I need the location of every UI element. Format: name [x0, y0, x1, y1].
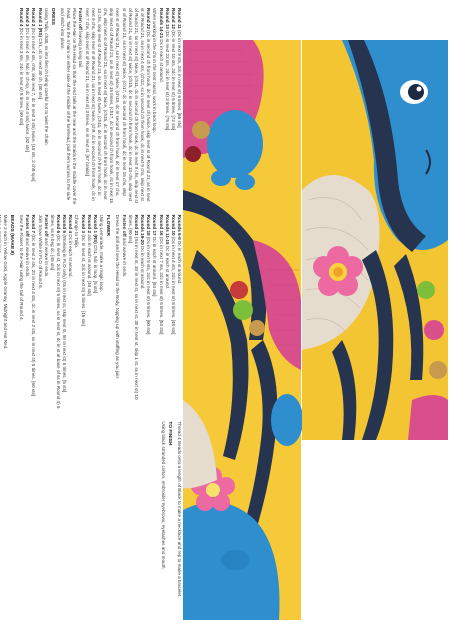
instruction-text: Join Snow White in FLO of Round 6.: [37, 214, 43, 289]
round-label: Round 6: [56, 214, 62, 234]
instruction-text: (Working in FLO only) (Ss in next st, skip next st, 5tr in next st) 5 times. [5 sts]: [62, 233, 68, 393]
round-label: Fasten off: [121, 214, 127, 237]
instruction-text: Make 2 each in Yellow Gold, Apple Granny, Midnight and Hot Red.: [2, 214, 8, 350]
instruction-text: (Dc in second ch from hook, dc in next ch) twice, skip next st of Round 21, ss in next st of Round 21, ss in next 4 sts, (ch12, sc in second ch from hook, dc in next 9 chs, skip next st of Round 21, ss in next st) twice, (ch11, dc in second ch from hook, dc in next 9 chs, skip next st of Round 21, ss in next st) twice, (ch15, dc in second ch from hook, dc in next 13 chs, skip next st of Round 21, ss in next st) twice, (ch17, dc in second ch from hook, dc in next 15 chs, skip next st of Round 21, ss in next st) twice, (ch19, dc in second ch from hook, dc in next 17 chs, skip next st of Round 21, ss in next st) 15 times, (ch17, dc in second ch from hook, dc in next 15 chs, skip next st of Round 21, ss in next st) twice, (ch15, dc in second ch from hook, dc in next 13 chs, skip next st of Round 21, ss in next st) twice, (ch11, dc in second ch from hook, dc in next 9 chs, skip next st of Round 21, ss in next st) twice, (ch9, dc in second ch from hook, dc in next 7 chs, skip next st of Round 21, ss in next st) 3 times, ss in next st. [67 braids]: [84, 8, 152, 204]
pattern-round: [164, 8, 170, 205]
pattern-column-2: [2, 214, 182, 412]
instruction-text: 2dc in each st around. [10 sts]: [86, 233, 92, 296]
instruction-text: (Dc in next 2 sts, 2tr in next 4 sts, dc in next 2 sts, ss in next st) 5 times. [60 sts]: [31, 233, 37, 396]
section-heading: FLOWER: [105, 214, 111, 236]
round-label: Rounds 11-15: [164, 214, 170, 245]
pattern-round: [36, 8, 42, 205]
instruction-text: When working in the chs in the next round, work in back loop.: [152, 8, 158, 133]
pattern-text: [176, 421, 182, 618]
round-label: Round 12: [170, 8, 176, 29]
instruction-text: (Dc in next 23 sts, 2dc in next st) 3 times. [75 sts]: [164, 28, 170, 131]
pattern-text: [120, 215, 126, 412]
instruction-text: Using Lemonade, make a magic loop.: [99, 214, 105, 292]
pattern-round: [157, 8, 163, 205]
instruction-text: (Dc in next 4 sts, 8dc in ch-sp, dc in next 4 sts) twice. [32 sts]: [25, 26, 31, 152]
instruction-text: (Dc in next st, 2dc in next st) 5 times. [15 sts]: [80, 233, 86, 326]
instruction-text: (Dc in next 3 sts, 2dc in next st) 8 times. [40 sts]: [19, 26, 25, 126]
instruction-text: (Dc in next 7 sts, 2dc in next st) 6 times. [54 sts]: [158, 235, 164, 335]
section-heading: TO FINISH: [166, 421, 172, 446]
instruction-text: and weave in ends.: [43, 236, 49, 278]
round-label: Rounds 5-9: [177, 214, 182, 240]
pattern-round: [18, 8, 24, 205]
pattern-text: [43, 215, 49, 412]
instruction-text: Place the Hair on the Head so that the end tails at the rear and the braids in the middle cover the head. Take the 4 hairs on either side of the middle of the forehead, pull them across to the side and stitch into place.: [60, 8, 78, 205]
pattern-round: [30, 8, 36, 205]
pattern-round: [157, 215, 163, 412]
instruction-text: Ch1, 5dc in loop. [5 sts]: [92, 243, 98, 294]
round-label: Rounds 19-20: [140, 214, 146, 245]
round-label: Round 10: [170, 214, 176, 236]
pattern-round: [30, 215, 36, 412]
pattern-round: [86, 215, 92, 412]
round-label: Round 2: [31, 8, 37, 27]
pattern-column-3: [10, 421, 182, 618]
pattern-round: [80, 215, 86, 412]
instruction-text: (Ss in next st, 3tr in next st, ss in next st, 3tr in next st, skip 1 st, ss in next st) 10 times. [80 sts]: [127, 214, 139, 400]
round-label: Round 5: [62, 214, 68, 234]
round-label: Round 2: [86, 214, 92, 234]
pattern-text: [36, 215, 42, 412]
instruction-text: Dc in each st around.: [177, 239, 182, 285]
pattern-text-rotated: [2, 8, 182, 618]
doll-photo-illustration: [183, 40, 301, 620]
round-label: Round 17: [152, 214, 158, 236]
pattern-text: [18, 215, 24, 412]
pattern-text: [43, 8, 49, 205]
instruction-text: (Dc in next 4 sts, 2dc in next st) 8 times. [48 sts]: [170, 235, 176, 335]
round-label: Fasten off: [25, 214, 31, 237]
pattern-round: [67, 215, 73, 412]
round-label: Fasten off: [78, 8, 84, 30]
round-label: Rounds 14-21: [158, 8, 164, 39]
instruction-text: Sew the Flower to the Hair using the tail of Round 4.: [19, 214, 25, 321]
instruction-text: and weave in ends.: [25, 236, 31, 278]
instruction-text: (Dc in next st, 2dc in next st) 5 times, ss in next st, dc in st at base of ss in Round 4) 5 times, ss in beg dc. [45 sts]: [49, 214, 62, 409]
pattern-round: [61, 215, 67, 412]
instruction-text: Change to Tulip.: [74, 214, 80, 249]
round-label: Round 3: [25, 8, 31, 27]
pattern-text: [98, 215, 104, 412]
pattern-text: [114, 215, 120, 412]
pattern-round: [49, 215, 61, 412]
instruction-text: Dc in each st around.: [140, 244, 146, 290]
instruction-text: Dc in each st around.: [68, 233, 74, 278]
instruction-text: (Dc in next 4 sts, ch8, skip next 7, dc in next 4 sts) twice. [16 sts, 2 ch8-sps]: [31, 26, 37, 182]
instruction-text: and weave in ends.: [121, 236, 127, 278]
round-label: Round 3: [80, 214, 86, 234]
round-label: Round 13: [164, 8, 170, 29]
pattern-round: [84, 8, 152, 205]
round-label: Fasten off: [43, 214, 49, 237]
instruction-text: leaving a long tail.: [78, 29, 84, 69]
instruction-text: (Dc in next 9 sts, 2dc in next st) 6 times. [66 sts]: [177, 28, 182, 128]
instruction-text: (Dc in next 10 sts, 2dc in next st) 6 times. [72 sts]: [170, 28, 176, 131]
instruction-text: (Dc in next 8 sts, 2dc in next st) 6 times. [60 sts]: [146, 235, 152, 335]
round-label: Round 22: [146, 8, 152, 29]
pattern-round: [176, 8, 182, 205]
pattern-text: [151, 8, 157, 205]
instruction-text: Using Tulip, ch30, ss into first ch being careful not to twist the chain.: [43, 8, 49, 146]
pattern-column-1: [10, 8, 182, 205]
instruction-text: Dc in each st around. [54 sts]: [152, 235, 158, 297]
pattern-round: [127, 215, 139, 412]
round-label: Round 4: [19, 8, 25, 27]
round-label: Round 1 (RS): [37, 8, 43, 38]
pattern-text: [59, 8, 77, 205]
doll-closeup-illustration: [302, 40, 448, 440]
round-label: Round 21: [133, 214, 139, 236]
round-label: Round 11: [177, 8, 182, 29]
pattern-round: [92, 215, 98, 412]
round-label: Round 16: [158, 214, 164, 236]
instruction-text: [0, 215, 2, 255]
doll-photo-full: [183, 40, 301, 620]
round-label: Round 4: [68, 214, 74, 234]
round-label: Round 18: [146, 214, 152, 236]
pattern-round: [170, 215, 176, 412]
instruction-text: Dc in each st around.: [158, 38, 164, 83]
instruction-text: Dress the doll and sew the Head to the Body, topping up with stuffing as you join.: [115, 214, 121, 380]
pattern-round: [176, 215, 182, 412]
pattern-round: [164, 215, 170, 412]
instruction-text: Using black stranded cotton, embroider eyebrows, eyelashes and mouth.: [160, 421, 166, 570]
pattern-text: [2, 215, 8, 412]
round-label: Round 7: [31, 214, 37, 234]
pattern-text: [160, 421, 166, 618]
instruction-text: Thread 4 Beads onto a length of Black to make a necklace and rep to make a bracelet.: [177, 421, 182, 598]
pattern-round: [145, 215, 151, 412]
section-heading: BEADS (MAKE 8): [8, 214, 14, 255]
pattern-round: [170, 8, 176, 205]
doll-photo-closeup: [302, 40, 448, 440]
round-label: Round 1 (RS): [92, 214, 98, 244]
section-heading: DRESS: [49, 8, 55, 25]
instruction-text: Ch1, dc in next 30 ch. [30 sts]: [37, 37, 43, 99]
instruction-text: Dc in each st around.: [164, 244, 170, 290]
